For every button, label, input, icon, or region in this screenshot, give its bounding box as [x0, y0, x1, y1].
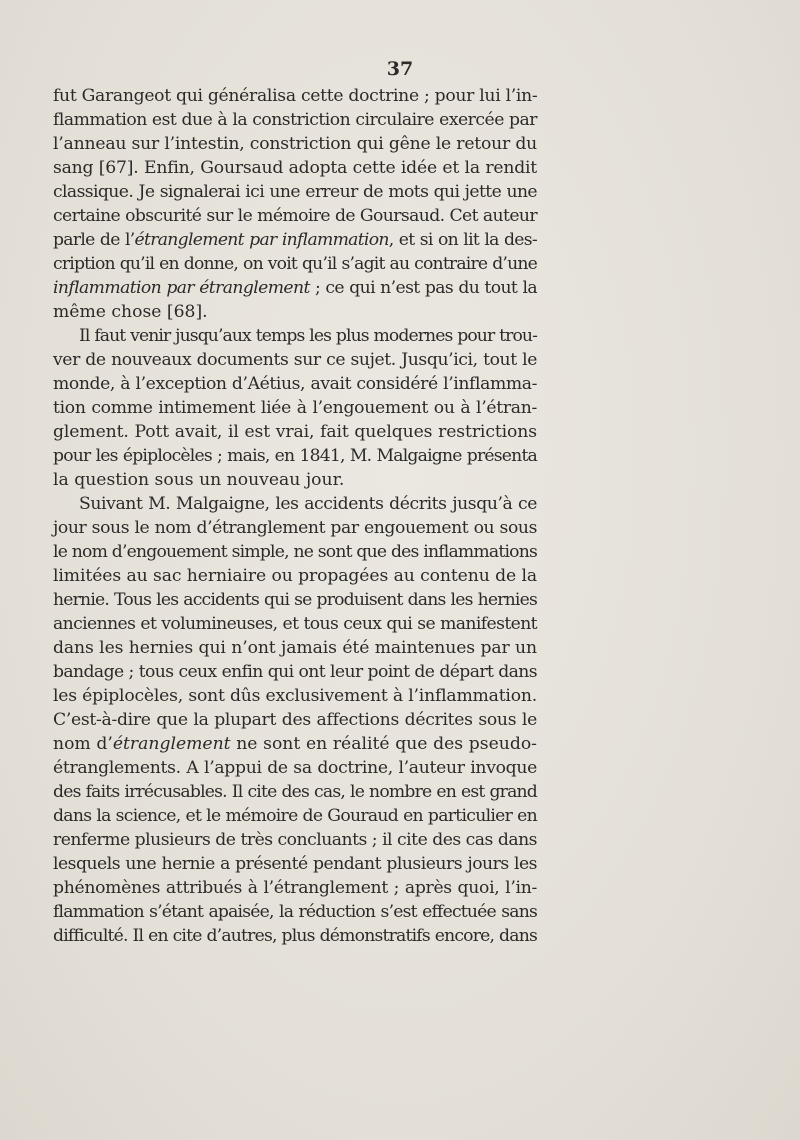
text-run: monde, à l’exception d’Aétius, avait considéré l’inflamma- — [53, 374, 537, 394]
text-line — [53, 84, 537, 108]
text-run: ver de nouveaux documents sur ce sujet. Jusqu’ici, tout le — [53, 350, 537, 370]
text-run: ; ce qui n’est pas du tout la — [309, 278, 537, 298]
text-run: hernie. Tous les accidents qui se produisent dans les hernies — [53, 590, 537, 610]
text-line — [53, 468, 537, 492]
italic-run: étranglement — [112, 734, 231, 754]
text-line — [53, 588, 537, 612]
text-run: renferme plusieurs de très concluants ; il cite des cas dans — [53, 830, 537, 850]
text-run: flammation est due à la constriction circulaire exercée par — [53, 110, 537, 130]
text-run: bandage ; tous ceux enfin qui ont leur point de départ dans — [53, 662, 537, 682]
text-run: étranglements. A l’appui de sa doctrine, l’auteur invoque — [53, 758, 537, 778]
text-run: l’anneau sur l’intestin, constriction qui gêne le retour du — [53, 134, 537, 154]
text-run: nom d’ — [53, 734, 113, 754]
text-line — [53, 780, 537, 804]
text-run: flammation s’étant apaisée, la réduction s’est effectuée sans — [53, 902, 537, 922]
text-run: , et si on lit la des- — [388, 230, 537, 250]
text-line — [53, 612, 537, 636]
text-line — [53, 684, 537, 708]
text-line — [53, 564, 537, 588]
italic-run: étranglement par inflammation — [134, 230, 389, 250]
text-run: fut Garangeot qui généralisa cette doctrine ; pour lui l’in- — [53, 86, 538, 106]
text-run: même chose [68]. — [53, 302, 208, 322]
text-run: dans la science, et le mémoire de Gouraud en particulier en — [53, 806, 537, 826]
text-run: difficulté. Il en cite d’autres, plus démonstratifs encore, dans — [53, 926, 537, 946]
body-text — [53, 84, 537, 948]
text-line — [53, 156, 537, 180]
text-line — [53, 636, 537, 660]
text-line — [53, 204, 537, 228]
text-line — [53, 732, 537, 756]
text-run: le nom d’engouement simple, ne sont que des inflammations — [53, 542, 537, 562]
text-line — [53, 852, 537, 876]
text-line — [53, 300, 537, 324]
text-line — [53, 492, 537, 516]
text-run: tion comme intimement liée à l’engouement ou à l’étran- — [53, 398, 537, 418]
page-number: 37 — [386, 58, 414, 80]
text-line — [53, 180, 537, 204]
text-run: certaine obscurité sur le mémoire de Goursaud. Cet auteur — [53, 206, 537, 226]
text-line — [53, 372, 537, 396]
text-run: lesquels une hernie a présenté pendant plusieurs jours les — [53, 854, 537, 874]
text-run: cription qu’il en donne, on voit qu’il s’agit au contraire d’une — [53, 254, 537, 274]
text-run: limitées au sac herniaire ou propagées au contenu de la — [53, 566, 537, 586]
text-line — [53, 876, 537, 900]
paragraph — [53, 324, 537, 492]
paragraph — [53, 492, 537, 948]
text-line — [53, 252, 537, 276]
text-line — [53, 276, 537, 300]
text-run: classique. Je signalerai ici une erreur de mots qui jette une — [53, 182, 537, 202]
text-run: pour les épiplocèles ; mais, en 1841, M. Malgaigne présenta — [53, 446, 537, 466]
text-line — [53, 348, 537, 372]
text-line — [53, 540, 537, 564]
text-run: jour sous le nom d’étranglement par engouement ou sous — [53, 518, 537, 538]
text-run: parle de l’ — [53, 230, 135, 250]
text-line — [53, 924, 537, 948]
text-run: ne sont en réalité que des pseudo- — [230, 734, 537, 754]
text-line — [53, 132, 537, 156]
text-run: des faits irrécusables. Il cite des cas, le nombre en est grand — [53, 782, 537, 802]
text-line — [53, 804, 537, 828]
text-run: Suivant M. Malgaigne, les accidents décrits jusqu’à ce — [79, 494, 537, 514]
text-run: glement. Pott avait, il est vrai, fait quelques restrictions — [53, 422, 537, 442]
text-run: dans les hernies qui n’ont jamais été maintenues par un — [53, 638, 537, 658]
text-line — [53, 108, 537, 132]
text-line — [53, 756, 537, 780]
text-run: C’est-à-dire que la plupart des affections décrites sous le — [53, 710, 537, 730]
text-run: phénomènes attribués à l’étranglement ; après quoi, l’in- — [53, 878, 537, 898]
text-line — [53, 444, 537, 468]
italic-run: inflammation par étranglement — [53, 278, 310, 298]
text-line — [53, 324, 537, 348]
text-run: la question sous un nouveau jour. — [53, 470, 345, 490]
text-run: Il faut venir jusqu’aux temps les plus modernes pour trou- — [79, 326, 537, 346]
text-line — [53, 396, 537, 420]
text-line — [53, 660, 537, 684]
text-line — [53, 828, 537, 852]
text-run: sang [67]. Enfin, Goursaud adopta cette idée et la rendit — [53, 158, 537, 178]
text-run: les épiplocèles, sont dûs exclusivement à l’inflammation. — [53, 686, 537, 706]
text-line — [53, 900, 537, 924]
text-line — [53, 420, 537, 444]
text-line — [53, 516, 537, 540]
paragraph — [53, 84, 537, 324]
text-line — [53, 228, 537, 252]
text-line — [53, 708, 537, 732]
text-run: anciennes et volumineuses, et tous ceux qui se manifestent — [53, 614, 537, 634]
